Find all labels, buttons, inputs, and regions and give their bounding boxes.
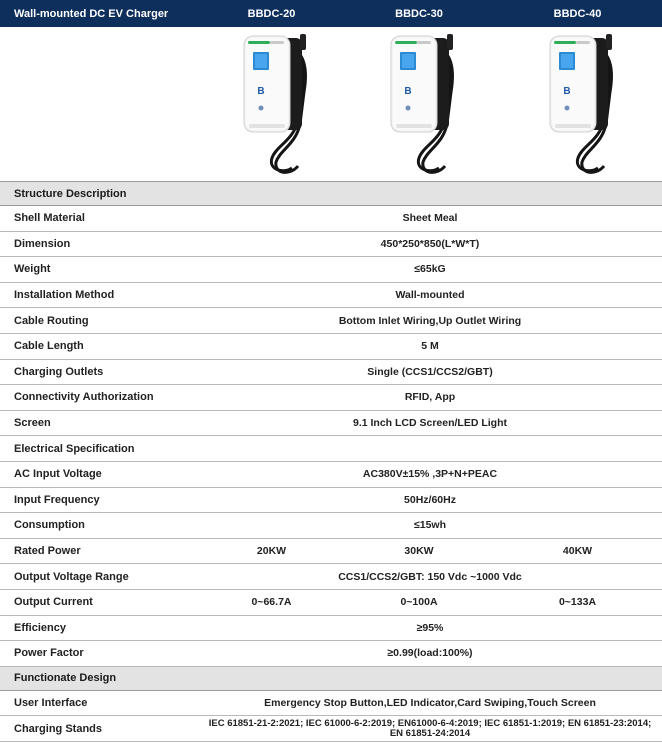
row-value: ≥95% [198, 615, 662, 641]
row-label: Charging Outlets [0, 359, 198, 385]
table-row [0, 564, 662, 590]
svg-text:B: B [256, 85, 265, 97]
table-row [0, 282, 662, 308]
table-row [0, 513, 662, 539]
ev-charger-image [232, 28, 312, 178]
row-value: 0~100A [345, 589, 493, 615]
row-value: Emergency Stop Button,LED Indicator,Card Swiping,Touch Screen [198, 690, 662, 716]
table-row [0, 487, 662, 513]
row-value: Wall-mounted [198, 282, 662, 308]
charger-cell-1 [198, 27, 345, 182]
table-row [0, 333, 662, 359]
table-row [0, 690, 662, 716]
row-value: 20KW [198, 538, 345, 564]
image-row-label [0, 27, 198, 182]
row-value: 40KW [493, 538, 662, 564]
table-row [0, 436, 662, 462]
row-value: CCS1/CCS2/GBT: 150 Vdc ~1000 Vdc [198, 564, 662, 590]
row-value: ≤15wh [198, 513, 662, 539]
row-value: Sheet Meal [198, 206, 662, 232]
section-title: Structure Description [0, 182, 662, 206]
table-row [0, 589, 662, 615]
row-label: Rated Power [0, 538, 198, 564]
row-value: IEC 61851-21-2:2021; IEC 61000-6-2:2019; EN61000-6-4:2019; IEC 61851-1:2019; EN 61851-23:2014; EN 61851-24:2014 [198, 716, 662, 742]
row-label: Connectivity Authorization [0, 385, 198, 411]
row-label: Installation Method [0, 282, 198, 308]
row-value: Single (CCS1/CCS2/GBT) [198, 359, 662, 385]
row-label: Dimension [0, 231, 198, 257]
table-row [0, 461, 662, 487]
section-functional [0, 666, 662, 690]
ev-charger-image [538, 28, 618, 178]
model-bbdc-20: BBDC-20 [198, 0, 345, 27]
row-label: Screen [0, 410, 198, 436]
row-value: Bottom Inlet Wiring,Up Outlet Wiring [198, 308, 662, 334]
table-row [0, 231, 662, 257]
product-title: Wall-mounted DC EV Charger [0, 0, 198, 27]
row-value: 5 M [198, 333, 662, 359]
row-value [198, 436, 662, 462]
row-value: 50Hz/60Hz [198, 487, 662, 513]
table-row [0, 410, 662, 436]
model-bbdc-30: BBDC-30 [345, 0, 493, 27]
header-row [0, 0, 662, 27]
charger-cell-3 [493, 27, 662, 182]
row-label: Cable Routing [0, 308, 198, 334]
row-value: RFID, App [198, 385, 662, 411]
table-row [0, 641, 662, 667]
row-value: 0~66.7A [198, 589, 345, 615]
row-value: 9.1 Inch LCD Screen/LED Light [198, 410, 662, 436]
table-row [0, 538, 662, 564]
section-structure [0, 182, 662, 206]
svg-text:B: B [404, 85, 412, 97]
model-bbdc-40: BBDC-40 [493, 0, 662, 27]
row-label: Electrical Specification [0, 436, 198, 462]
charger-cell-2 [345, 27, 493, 182]
row-label: Output Voltage Range [0, 564, 198, 590]
row-value: AC380V±15% ,3P+N+PEAC [198, 461, 662, 487]
row-label: User Interface [0, 690, 198, 716]
row-value: 0~133A [493, 589, 662, 615]
row-label: Output Current [0, 589, 198, 615]
table-row [0, 615, 662, 641]
image-row [0, 27, 662, 182]
row-label: Efficiency [0, 615, 198, 641]
table-row [0, 308, 662, 334]
ev-charger-image [379, 28, 459, 178]
row-label: Input Frequency [0, 487, 198, 513]
table-row [0, 716, 662, 742]
row-label: Charging Stands [0, 716, 198, 742]
row-value: ≤65kG [198, 257, 662, 283]
row-label: Shell Material [0, 206, 198, 232]
row-value: ≥0.99(load:100%) [198, 641, 662, 667]
table-row [0, 257, 662, 283]
row-label: Consumption [0, 513, 198, 539]
row-value: 30KW [345, 538, 493, 564]
row-label: Weight [0, 257, 198, 283]
section-title: Functionate Design [0, 666, 662, 690]
row-label: Power Factor [0, 641, 198, 667]
svg-text:B: B [562, 85, 571, 97]
table-row [0, 359, 662, 385]
table-row [0, 206, 662, 232]
row-label: Cable Length [0, 333, 198, 359]
row-label: AC Input Voltage [0, 461, 198, 487]
row-value: 450*250*850(L*W*T) [198, 231, 662, 257]
table-row [0, 385, 662, 411]
